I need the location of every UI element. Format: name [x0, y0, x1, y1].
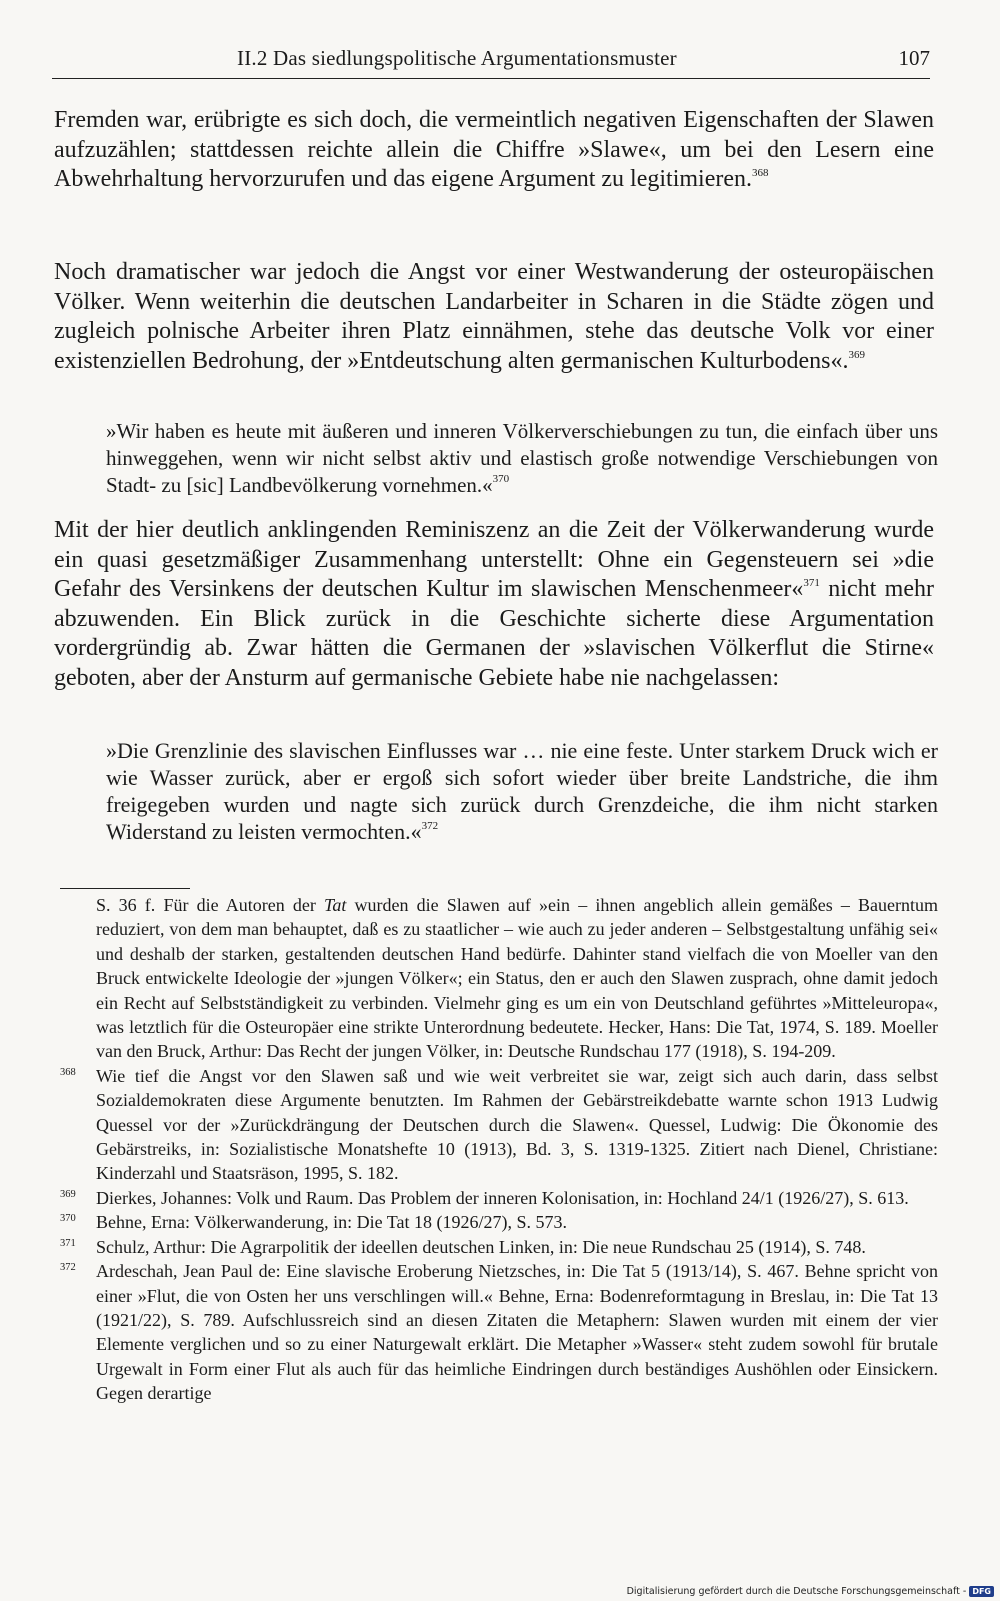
- digitization-credit: [627, 1586, 994, 1597]
- footnote-text: Schulz, Arthur: Die Agrarpolitik der ideellen deutschen Linken, in: Die neue Rundschau 25 (1914), S. 748.: [96, 1236, 866, 1257]
- dfg-logo-icon: DFG: [969, 1586, 994, 1597]
- footnotes-section: [60, 893, 938, 1406]
- footnote-number: 371: [60, 1237, 76, 1249]
- footnote-ref-370[interactable]: 370: [492, 473, 510, 485]
- paragraph-text: Mit der hier deutlich anklingenden Reminiszenz an die Zeit der Völkerwanderung wurde ein quasi gesetzmäßiger Zusammenhang unterstellt: Ohne ein Gegensteuern sei »die Gefahr des Versinkens der deutschen Kultur im slawischen Menschenmeer«: [54, 517, 934, 602]
- footnote-369: [60, 1186, 938, 1210]
- running-header: [52, 44, 930, 79]
- body-paragraph-2: [54, 258, 934, 376]
- credit-text: Digitalisierung gefördert durch die Deutsche Forschungsgemeinschaft -: [626, 1586, 967, 1597]
- block-quote-2: [106, 737, 938, 845]
- footnote-text: Ardeschah, Jean Paul de: Eine slavische Eroberung Nietzsches, in: Die Tat 5 (1913/14), S. 467. Behne spricht von einer »Flut, die von Osten her uns verschlingen will.« Behne, Erna: Bodenreformtagung in Breslau, in: Die Tat 13 (1921/22), S. 789. Aufschlussreich sind an diesen Zitaten die Metaphern: Slawen wurden mit einem der vier Elemente verglichen und so zu einer Naturgewalt erklärt. Die Metapher »Wasser« steht zudem sowohl für brutale Urgewalt in Form einer Flut als auch für das heimliche Eindringen durch beständiges Aushöhlen oder Einsickern. Gegen derartige: [96, 1261, 938, 1404]
- footnote-372: [60, 1259, 938, 1405]
- footnote-number: 369: [60, 1188, 76, 1200]
- footnote-371: [60, 1235, 938, 1259]
- footnote-number: 370: [60, 1213, 76, 1225]
- footnote-368: [60, 1064, 938, 1186]
- paragraph-text-continued: nicht mehr abzuwenden. Ein Blick zurück in die Geschichte sicherte diese Argumentation vordergründig ab. Zwar hätten die Germanen der »slavischen Völkerflut die Stirne« geboten, aber der Ansturm auf germanische Gebiete habe nie nachgelassen:: [54, 576, 934, 691]
- footnote-separator: [60, 888, 190, 889]
- footnote-370: [60, 1210, 938, 1234]
- paragraph-text: Noch dramatischer war jedoch die Angst vor einer Westwanderung der osteuropäischen Völker. Wenn weiterhin die deutschen Landarbeiter in Scharen in die Städte zögen und zugleich polnische Arbeiter ihren Platz einnähmen, stehe das deutsche Volk vor einer existenziellen Bedrohung, der »Entdeutschung alten germanischen Kulturbodens«.: [54, 259, 934, 374]
- body-paragraph-1: [54, 106, 934, 195]
- page-number: 107: [898, 46, 930, 70]
- footnote-text: Behne, Erna: Völkerwanderung, in: Die Tat 18 (1926/27), S. 573.: [96, 1212, 567, 1233]
- footnote-ref-371[interactable]: 371: [803, 577, 820, 589]
- footnote-number: 372: [60, 1262, 76, 1274]
- footnote-number: 368: [60, 1066, 76, 1078]
- journal-title: Tat: [324, 895, 347, 915]
- footnote-ref-372[interactable]: 372: [421, 820, 439, 832]
- body-paragraph-3: [54, 516, 934, 693]
- footnote-continuation: S. 36 f. Für die Autoren der Tat wurden die Slawen auf »ein – ihnen angeblich allein gemäßes – Bauerntum reduziert, von dem man behauptet, daß es zu staatlicher – wie auch zu jeder anderen – Selbstgestaltung unfähig sei« und deshalb der starken, gestaltenden deutschen Hand bedürfe. Dahinter stand vielfach die von Moeller van den Bruck entwickelte Ideologie der »jungen Völker«; ein Status, den er auch den Slawen zusprach, ohne damit jedoch ein Recht auf Selbstständigkeit zu verbinden. Vielmehr ging es um ein von Deutschland geführtes »Mitteleuropa«, was letztlich für die Osteuropäer eine strikte Unterordnung bedeutete. Hecker, Hans: Die Tat, 1974, S. 189. Moeller van den Bruck, Arthur: Das Recht der jungen Völker, in: Deutsche Rundschau 177 (1918), S. 194-209.: [96, 895, 938, 1062]
- footnote-ref-369[interactable]: 369: [848, 348, 865, 361]
- footnote-text: Dierkes, Johannes: Volk und Raum. Das Problem der inneren Kolonisation, in: Hochland 24/1 (1926/27), S. 613.: [96, 1187, 909, 1208]
- block-quote-1: [106, 418, 938, 499]
- quote-text: »Die Grenzlinie des slavischen Einflusses war … nie eine feste. Unter starkem Druck wich er wie Wasser zurück, aber er ergoß sich sofort wieder über breite Landstriche, die ihm freigegeben wurden und nagte sich zurück durch Grenzdeiche, die ihm nicht starken Widerstand zu leisten vermochten.«: [106, 738, 938, 844]
- paragraph-text: Fremden war, erübrigte es sich doch, die vermeintlich negativen Eigenschaften der Slawen aufzuzählen; stattdessen reichte allein die Chiffre »Slawe«, um bei den Lesern eine Abwehrhaltung hervorzurufen und das eigene Argument zu legitimieren.: [54, 107, 934, 192]
- quote-text: »Wir haben es heute mit äußeren und inneren Völkerverschiebungen zu tun, die einfach über uns hinweggehen, wenn wir nicht selbst aktiv und elastisch große notwendige Verschiebungen von Stadt- zu [sic] Landbevölkerung vornehmen.«: [106, 419, 938, 497]
- running-title: II.2 Das siedlungspolitische Argumentationsmuster: [237, 46, 677, 70]
- footnote-ref-368[interactable]: 368: [752, 167, 769, 179]
- footnote-text: Wie tief die Angst vor den Slawen saß und wie weit verbreitet sie war, zeigt sich auch darin, dass selbst Sozialdemokraten diese Argumente benutzten. Im Rahmen der Gebärstreikdebatte warnte schon 1913 Ludwig Quessel vor der »Zurückdrängung der Deutschen durch die Slawen«. Quessel, Ludwig: Die Ökonomie des Gebärstreiks, in: Sozialistische Monatshefte 10 (1913), Bd. 3, S. 1319-1325. Zitiert nach Dienel, Christiane: Kinderzahl und Staatsräson, 1995, S. 182.: [96, 1065, 938, 1184]
